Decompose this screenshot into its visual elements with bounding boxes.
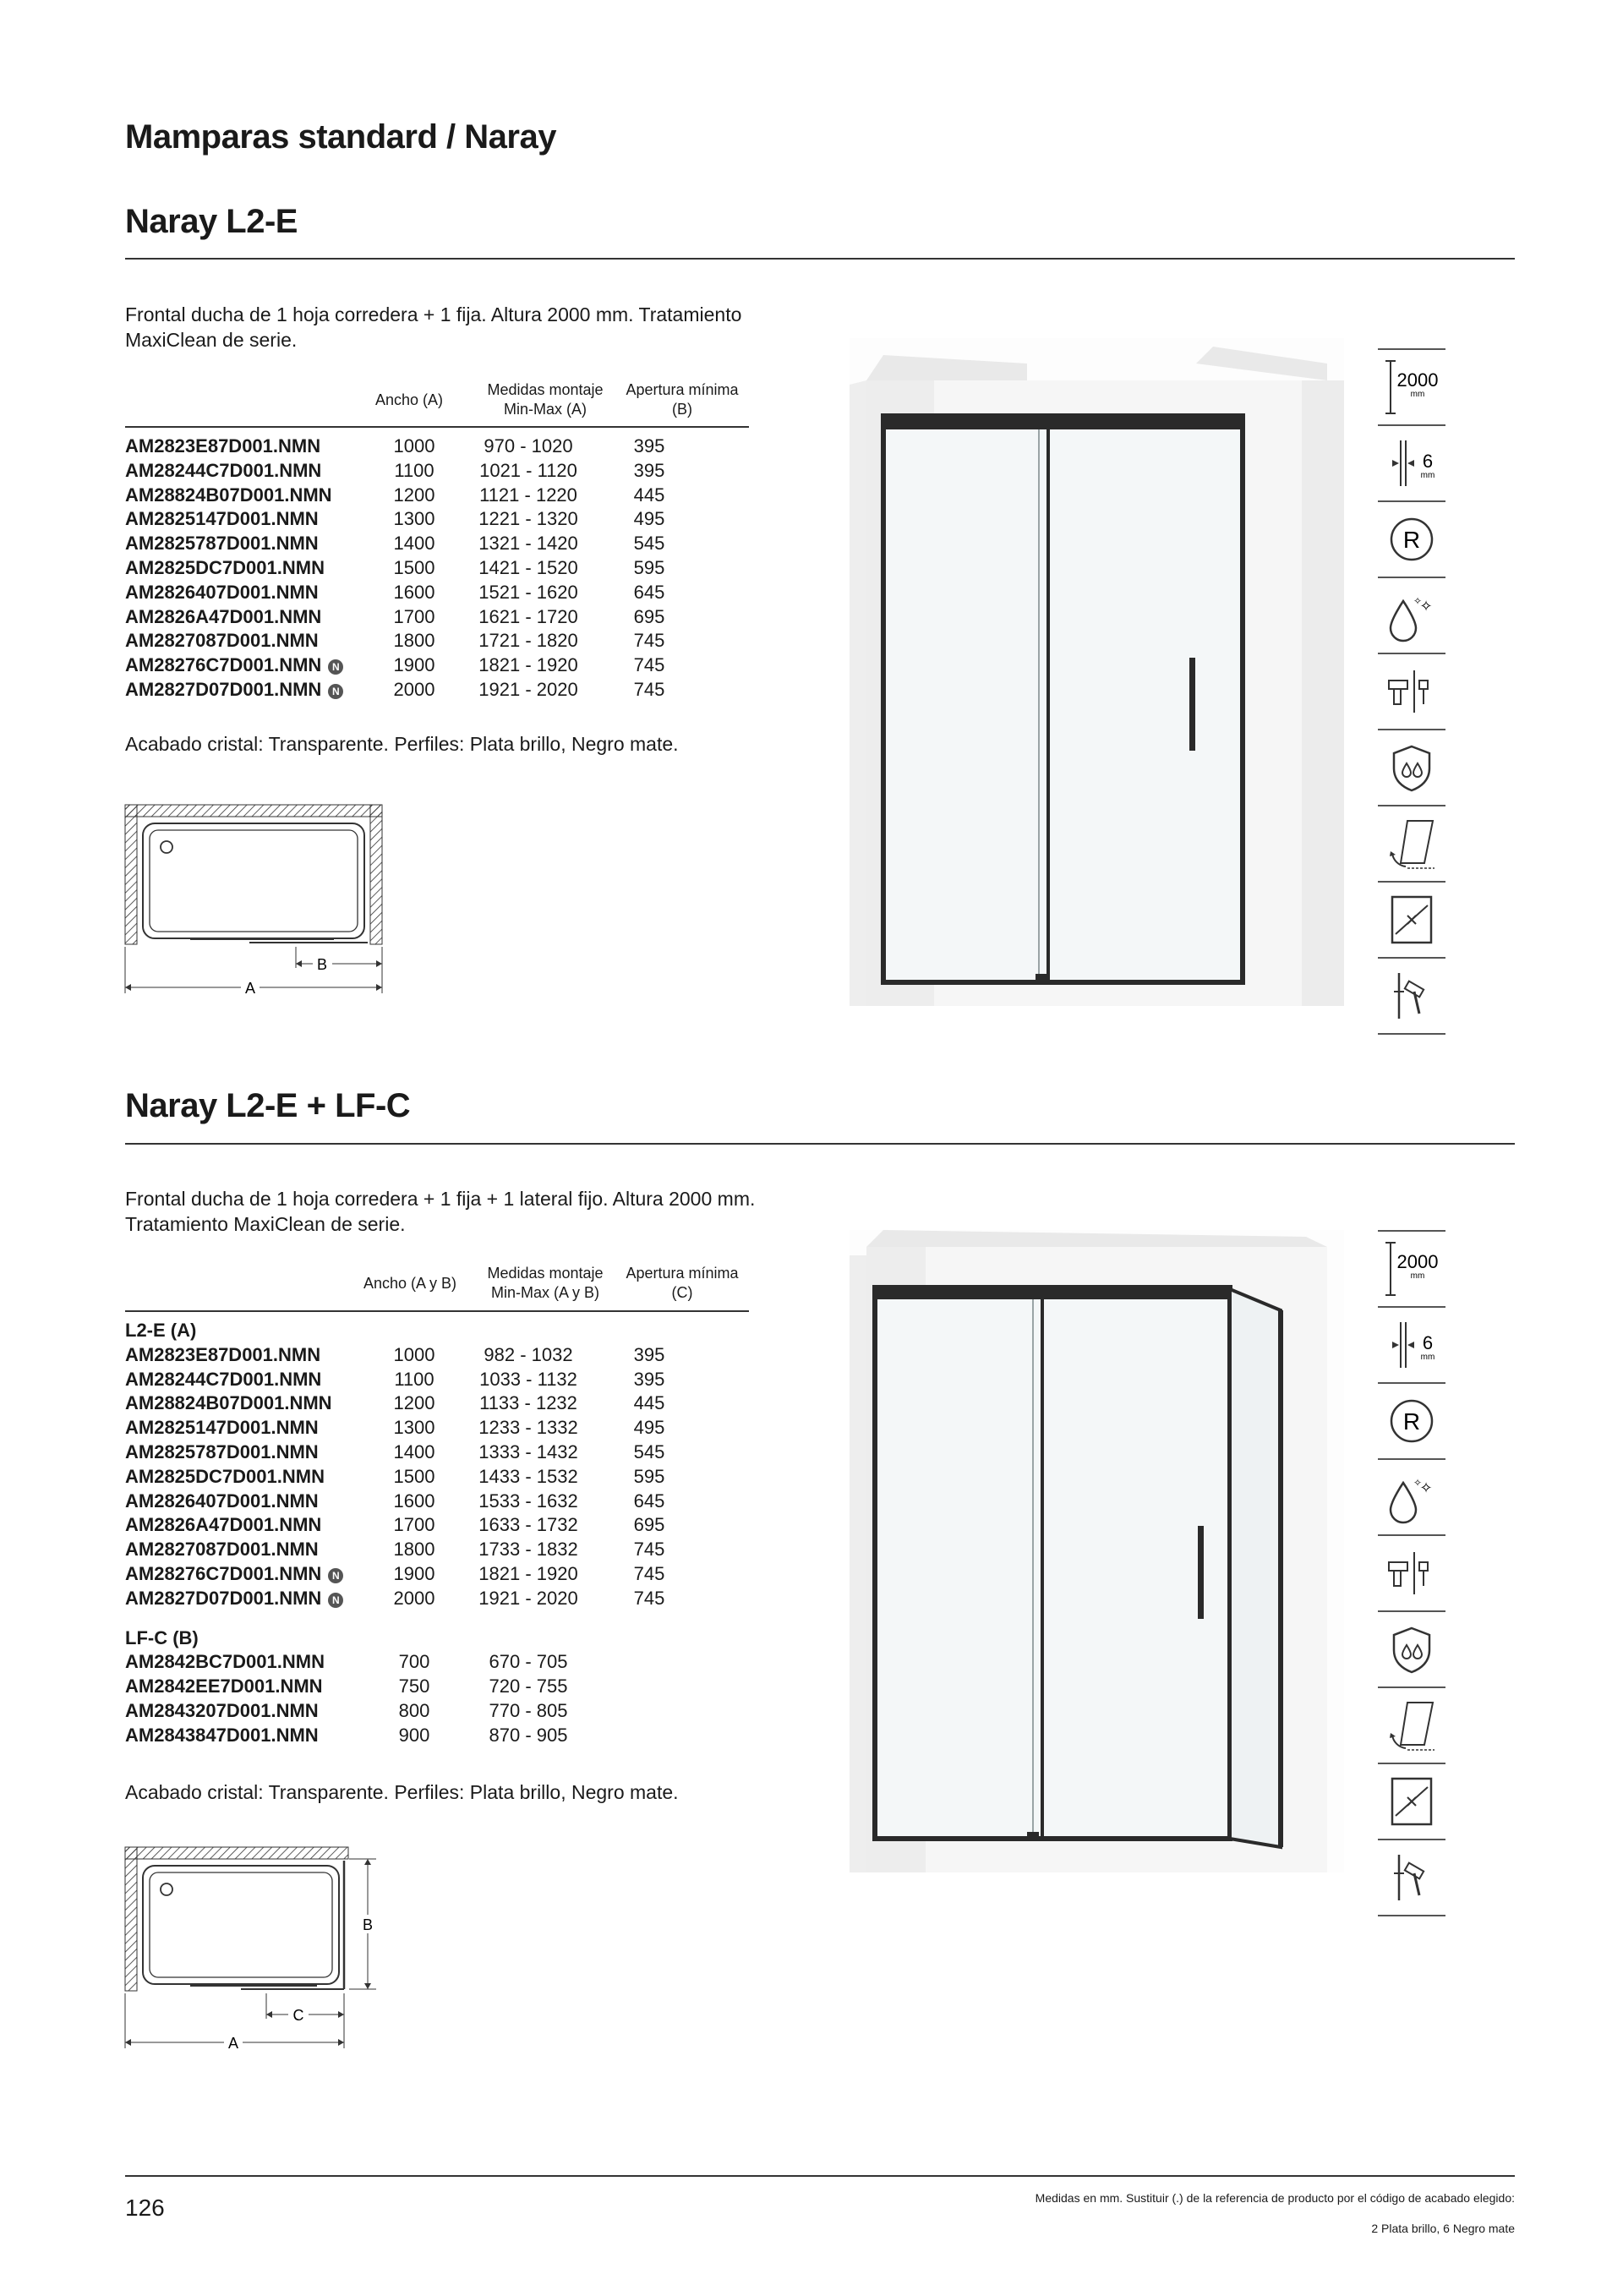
width-value: 1800 — [393, 1539, 435, 1561]
table-row — [125, 1675, 691, 1699]
s1-table-rule — [125, 426, 749, 428]
range-value: 770 - 805 — [489, 1699, 568, 1721]
installation-icon — [1378, 1840, 1445, 1916]
water-seal-icon — [1378, 1612, 1445, 1688]
product-code: AM2826A47D001.NMN — [125, 1514, 322, 1536]
width-value: 1900 — [393, 1562, 435, 1584]
opening-value: 495 — [633, 1417, 665, 1439]
product-code: AM2826407D001.NMN — [125, 581, 319, 603]
product-code: AM2825147D001.NMN — [125, 1417, 319, 1439]
width-value: 1800 — [393, 630, 435, 652]
svg-text:mm: mm — [1420, 1353, 1435, 1362]
opening-value: 495 — [633, 508, 665, 530]
s1-product-photo — [850, 338, 1344, 1006]
range-value: 1421 - 1520 — [478, 556, 578, 578]
s2-product-photo — [850, 1230, 1344, 1872]
water-seal-icon — [1378, 730, 1445, 806]
new-badge-icon: N — [328, 1568, 343, 1583]
product-code: AM28276C7D001.NMN N — [125, 1562, 379, 1587]
width-value: 1700 — [393, 605, 435, 627]
product-code: AM2842BC7D001.NMN — [125, 1651, 325, 1673]
opening-value: 395 — [633, 1343, 665, 1365]
product-code: AM2826A47D001.NMN — [125, 605, 322, 627]
table-row — [125, 1513, 691, 1538]
table-row — [125, 556, 691, 581]
glass-6mm-icon — [1378, 1308, 1445, 1384]
product-code: AM28276C7D001.NMN N — [125, 653, 379, 678]
range-value: 1521 - 1620 — [478, 581, 578, 603]
section-2-description: Frontal ducha de 1 hoja corredera + 1 fija + 1 lateral fijo. Altura 2000 mm. Tratamiento MaxiClean de serie. — [125, 1188, 756, 1235]
svg-text:R: R — [1402, 1408, 1421, 1435]
width-value: 1700 — [393, 1514, 435, 1536]
table-row — [125, 653, 691, 678]
product-code: AM2826407D001.NMN — [125, 1490, 319, 1512]
section-1-finish: Acabado cristal: Transparente. Perfiles: Plata brillo, Negro mate. — [125, 733, 679, 755]
opening-value: 395 — [633, 435, 665, 456]
range-value: 1121 - 1220 — [479, 484, 577, 506]
range-value: 1321 - 1420 — [478, 533, 578, 555]
width-value: 1400 — [393, 1440, 435, 1462]
footer-note-line1: Medidas en mm. Sustituir (.) de la referencia de producto por el código de acabado elegido: — [1035, 2191, 1515, 2205]
reversible-icon — [1378, 502, 1445, 578]
opening-value: 545 — [633, 1440, 665, 1462]
width-value: 1100 — [394, 459, 434, 481]
svg-text:✧: ✧ — [1413, 1477, 1423, 1489]
product-code: AM2825DC7D001.NMN — [125, 556, 325, 578]
tools-handle-icon — [1378, 1536, 1445, 1612]
table-row — [125, 435, 691, 459]
opening-value: 745 — [633, 654, 665, 676]
width-value: 1200 — [393, 1392, 435, 1414]
range-value: 1021 - 1120 — [479, 459, 577, 481]
table-row — [125, 1562, 691, 1587]
s2-feature-icons — [1378, 1230, 1445, 1916]
s1-spec-table — [125, 435, 691, 702]
glass-6mm-icon — [1378, 426, 1445, 502]
opening-value: 745 — [633, 1539, 665, 1561]
s1-header-opening: Apertura mínima (B) — [626, 381, 739, 418]
product-code: AM2843207D001.NMN — [125, 1699, 319, 1721]
section-2-rule — [125, 1143, 1515, 1145]
section-1-title: Naray L2-E — [125, 203, 298, 240]
new-badge-icon: N — [328, 684, 343, 699]
s2-floor-plan-diagram — [123, 1845, 393, 2057]
height-2000-icon — [1378, 1230, 1445, 1308]
new-badge-icon: N — [328, 659, 343, 675]
range-value: 670 - 705 — [489, 1651, 568, 1673]
range-value: 1821 - 1920 — [478, 1562, 578, 1584]
range-value: 1721 - 1820 — [478, 630, 578, 652]
table-row — [125, 532, 691, 556]
opening-value: 445 — [633, 484, 665, 506]
product-code: AM28824B07D001.NMN — [125, 1392, 332, 1414]
width-value: 1400 — [393, 533, 435, 555]
opening-value: 595 — [633, 556, 665, 578]
table-row — [125, 484, 691, 508]
opening-value: 695 — [633, 1514, 665, 1536]
svg-text:✧: ✧ — [1419, 1479, 1433, 1497]
range-value: 1733 - 1832 — [478, 1539, 578, 1561]
new-badge-icon: N — [328, 1593, 343, 1608]
group-label-lfc: LF-C (B) — [125, 1626, 199, 1648]
product-code: AM28244C7D001.NMN — [125, 459, 322, 481]
page-header: Mamparas standard / Naray — [125, 118, 556, 156]
range-value: 1921 - 2020 — [478, 678, 578, 700]
product-code: AM28824B07D001.NMN — [125, 484, 332, 506]
table-row — [125, 1650, 691, 1675]
width-value: 1200 — [393, 484, 435, 506]
footer-rule — [125, 2175, 1515, 2177]
range-value: 1921 - 2020 — [478, 1587, 578, 1609]
height-2000-icon — [1378, 348, 1445, 426]
product-code: AM2827087D001.NMN — [125, 630, 319, 652]
range-value: 970 - 1020 — [484, 435, 573, 456]
width-value: 1500 — [393, 1465, 435, 1487]
width-value: 1100 — [394, 1368, 434, 1390]
s2-spec-table — [125, 1319, 691, 1748]
product-code: AM2823E87D001.NMN — [125, 1343, 321, 1365]
table-row — [125, 1465, 691, 1490]
range-value: 1233 - 1332 — [478, 1417, 578, 1439]
table-row — [125, 1440, 691, 1465]
range-value: 1533 - 1632 — [478, 1490, 578, 1512]
svg-text:✧: ✧ — [1419, 598, 1433, 615]
s2-label-c: C — [292, 2007, 304, 2024]
range-value: 1333 - 1432 — [478, 1440, 578, 1462]
page-number: 126 — [125, 2195, 165, 2221]
svg-text:6: 6 — [1422, 1332, 1434, 1353]
s1-feature-icons — [1378, 348, 1445, 1035]
table-row — [125, 629, 691, 653]
product-code: AM2827D07D001.NMN N — [125, 678, 379, 702]
table-row — [125, 1391, 691, 1416]
range-value: 870 - 905 — [489, 1724, 568, 1746]
width-value: 1900 — [393, 654, 435, 676]
opening-value: 645 — [633, 1490, 665, 1512]
width-value: 1600 — [393, 581, 435, 603]
safety-glass-icon — [1378, 883, 1445, 959]
width-value: 2000 — [393, 1587, 435, 1609]
svg-text:mm: mm — [1410, 1271, 1425, 1281]
width-value: 1600 — [393, 1490, 435, 1512]
width-value: 750 — [398, 1676, 430, 1697]
opening-value: 595 — [633, 1465, 665, 1487]
group-label-l2e: L2-E (A) — [125, 1320, 197, 1341]
width-value: 1300 — [393, 1417, 435, 1439]
s1-floor-plan-diagram — [123, 803, 393, 1006]
width-value: 700 — [398, 1651, 430, 1673]
spacer-row — [125, 1611, 691, 1626]
safety-glass-icon — [1378, 1764, 1445, 1840]
width-value: 900 — [398, 1724, 430, 1746]
table-row — [125, 507, 691, 532]
s2-header-range: Medidas montaje Min-Max (A y B) — [487, 1265, 604, 1301]
section-2-title: Naray L2-E + LF-C — [125, 1087, 411, 1124]
opening-value: 545 — [633, 533, 665, 555]
range-value: 982 - 1032 — [484, 1343, 573, 1365]
section-2-finish: Acabado cristal: Transparente. Perfiles: Plata brillo, Negro mate. — [125, 1781, 679, 1803]
section-1-description: Frontal ducha de 1 hoja corredera + 1 fija. Altura 2000 mm. Tratamiento MaxiClean de serie. — [125, 303, 742, 351]
svg-text:R: R — [1402, 527, 1421, 553]
table-row — [125, 1724, 691, 1748]
table-row — [125, 678, 691, 702]
opening-value: 445 — [633, 1392, 665, 1414]
product-code: AM2825147D001.NMN — [125, 508, 319, 530]
svg-text:2000: 2000 — [1396, 369, 1439, 391]
maxiclean-icon — [1378, 578, 1445, 654]
range-value: 1633 - 1732 — [478, 1514, 578, 1536]
s2-label-b: B — [362, 1916, 374, 1933]
range-value: 1133 - 1232 — [479, 1392, 577, 1414]
product-code: AM2825787D001.NMN — [125, 533, 319, 555]
product-code: AM2843847D001.NMN — [125, 1724, 319, 1746]
range-value: 1033 - 1132 — [479, 1368, 577, 1390]
s2-header-opening: Apertura mínima (C) — [626, 1265, 739, 1301]
svg-text:6: 6 — [1422, 451, 1434, 472]
reversible-icon — [1378, 1384, 1445, 1460]
opening-value: 395 — [633, 1368, 665, 1390]
range-value: 720 - 755 — [489, 1676, 568, 1697]
table-row — [125, 1343, 691, 1368]
opening-value: 745 — [633, 1587, 665, 1609]
product-code: AM2823E87D001.NMN — [125, 435, 321, 456]
s2-table-rule — [125, 1310, 749, 1312]
opening-icon — [1378, 1688, 1445, 1764]
table-row — [125, 1699, 691, 1724]
s1-label-a: A — [244, 980, 256, 997]
table-row — [125, 581, 691, 605]
range-value: 1621 - 1720 — [478, 605, 578, 627]
product-code: AM28244C7D001.NMN — [125, 1368, 322, 1390]
table-row — [125, 1490, 691, 1514]
installation-icon — [1378, 959, 1445, 1035]
table-row — [125, 1538, 691, 1562]
opening-value: 395 — [633, 459, 665, 481]
table-row — [125, 1416, 691, 1440]
opening-value: 645 — [633, 581, 665, 603]
product-code: AM2825787D001.NMN — [125, 1440, 319, 1462]
range-value: 1821 - 1920 — [478, 654, 578, 676]
section-1-rule — [125, 258, 1515, 260]
width-value: 1500 — [393, 556, 435, 578]
s1-header-width: Ancho (A) — [374, 391, 444, 408]
svg-text:mm: mm — [1420, 471, 1435, 480]
opening-value: 745 — [633, 678, 665, 700]
width-value: 1300 — [393, 508, 435, 530]
width-value: 1000 — [393, 1343, 435, 1365]
svg-text:2000: 2000 — [1396, 1251, 1439, 1272]
opening-value: 745 — [633, 1562, 665, 1584]
footer-note-line2: 2 Plata brillo, 6 Negro mate — [1371, 2222, 1515, 2235]
range-value: 1433 - 1532 — [478, 1465, 578, 1487]
table-row — [125, 1368, 691, 1392]
s2-label-a: A — [227, 2035, 239, 2052]
width-value: 1000 — [393, 435, 435, 456]
tools-handle-icon — [1378, 654, 1445, 730]
product-code: AM2827D07D001.NMN N — [125, 1587, 379, 1611]
product-code: AM2842EE7D001.NMN — [125, 1676, 323, 1697]
product-code: AM2827087D001.NMN — [125, 1539, 319, 1561]
width-value: 800 — [398, 1699, 430, 1721]
svg-text:mm: mm — [1410, 390, 1425, 399]
table-row — [125, 459, 691, 484]
width-value: 2000 — [393, 678, 435, 700]
opening-value: 695 — [633, 605, 665, 627]
s1-header-range: Medidas montaje Min-Max (A) — [487, 381, 604, 418]
opening-value: 745 — [633, 630, 665, 652]
table-row — [125, 1587, 691, 1611]
range-value: 1221 - 1320 — [478, 508, 578, 530]
table-row — [125, 605, 691, 630]
svg-text:✧: ✧ — [1413, 595, 1423, 607]
opening-icon — [1378, 806, 1445, 883]
s2-header-width: Ancho (A y B) — [363, 1275, 457, 1292]
maxiclean-icon — [1378, 1460, 1445, 1536]
product-code: AM2825DC7D001.NMN — [125, 1465, 325, 1487]
s1-label-b: B — [316, 956, 328, 973]
